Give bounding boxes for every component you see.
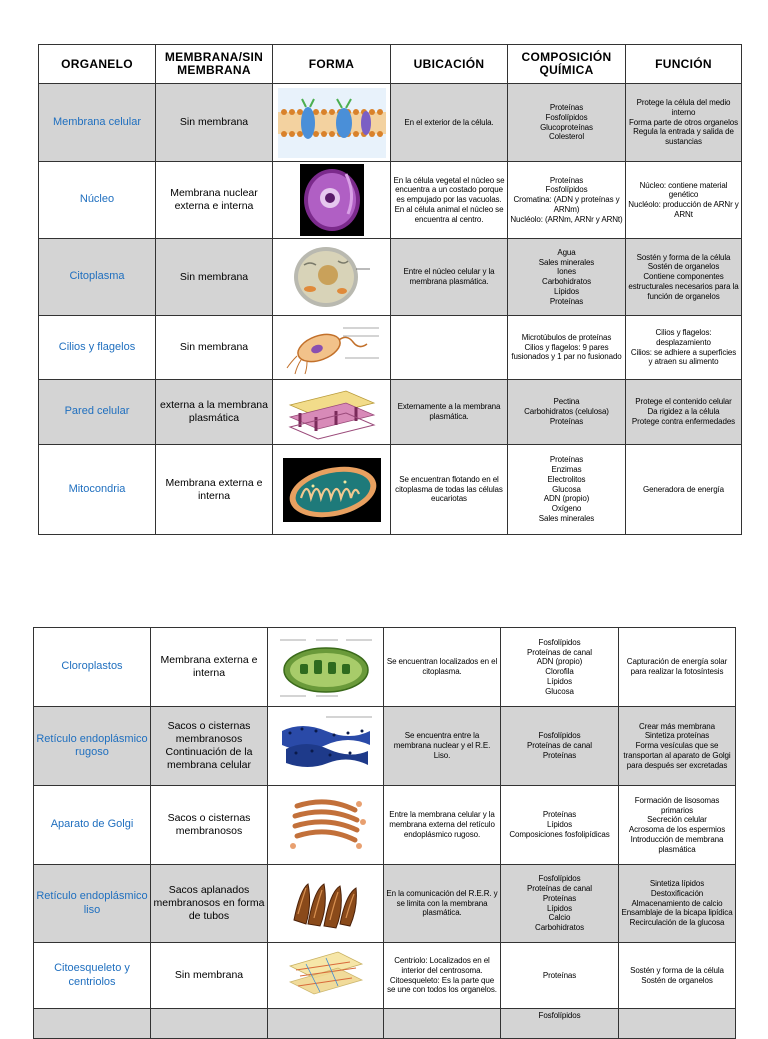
organelle-name: Cilios y flagelos: [39, 316, 156, 380]
organelle-image: [268, 786, 384, 865]
membrane-type: Sin membrana: [156, 316, 273, 380]
composition-text: Pectina Carbohidratos (celulosa) Proteínas: [508, 380, 626, 445]
organelle-table-1: [38, 44, 742, 535]
membrane-type: Membrana externa e interna: [151, 628, 268, 707]
organelle-table-2: [33, 627, 736, 1039]
table-row: [39, 162, 742, 239]
organelle-name: Retículo endoplásmico liso: [34, 865, 151, 943]
header-organelo: ORGANELO: [39, 45, 156, 84]
organelle-name: Cloroplastos: [34, 628, 151, 707]
composition-text: Proteínas Enzimas Electrolitos Glucosa ADN (propio) Oxígeno Sales minerales: [508, 445, 626, 535]
mitochondria-diagram-icon: [283, 458, 381, 522]
header-funcion: FUNCIÓN: [626, 45, 742, 84]
function-text: Crear más membrana Sintetiza proteínas Forma vesículas que se transportan al aparato de Golgi para después ser excretadas: [619, 707, 736, 786]
composition-text: Proteínas Fosfolípidos Glucoproteínas Colesterol: [508, 84, 626, 162]
table-row: [39, 316, 742, 380]
table-row: [34, 628, 736, 707]
organelle-image: [268, 628, 384, 707]
function-text: Sintetiza lípidos Destoxificación Almacenamiento de calcio Ensamblaje de la bicapa lipídica Recirculación de la glucosa: [619, 865, 736, 943]
composition-text: Proteínas: [501, 943, 619, 1009]
membrane-type: Membrana externa e interna: [156, 445, 273, 535]
membrane-type: Sacos aplanados membranosos en forma de tubos: [151, 865, 268, 943]
composition-text: Fosfolípidos Proteínas de canal Proteínas Lípidos Calcio Carbohidratos: [501, 865, 619, 943]
organelle-image: [273, 380, 391, 445]
location-text: En la célula vegetal el núcleo se encuentra a un costado porque es empujado por las vacuolas. En al célula animal el núcleo se encuentra al centro.: [391, 162, 508, 239]
membrane-type: Sacos o cisternas membranosos: [151, 786, 268, 865]
membrane-type: Sin membrana: [151, 943, 268, 1009]
table-row: [39, 239, 742, 316]
organelle-name: Núcleo: [39, 162, 156, 239]
organelle-image: [268, 865, 384, 943]
header-ubicacion: UBICACIÓN: [391, 45, 508, 84]
location-text: En el exterior de la célula.: [391, 84, 508, 162]
organelle-name: Retículo endoplásmico rugoso: [34, 707, 151, 786]
organelle-name: Citoplasma: [39, 239, 156, 316]
location-text: Entre la membrana celular y la membrana externa del retículo endoplásmico rugoso.: [384, 786, 501, 865]
location-text: Entre el núcleo celular y la membrana plasmática.: [391, 239, 508, 316]
composition-text: Fosfolípidos Proteínas de canal Proteínas: [501, 707, 619, 786]
composition-text: Microtúbulos de proteínas Cilios y flagelos: 9 pares fusionados y 1 par no fusionado: [508, 316, 626, 380]
header-composicion: COMPOSICIÓN QUÍMICA: [508, 45, 626, 84]
function-text: Cilios y flagelos: desplazamiento Cilios: se adhiere a superficies y atraen su alimento: [626, 316, 742, 380]
function-text: Núcleo: contiene material genético Nucléolo: producción de ARNr y ARNt: [626, 162, 742, 239]
organelle-name: Membrana celular: [39, 84, 156, 162]
location-text: Se encuentran flotando en el citoplasma de todas las células eucariotas: [391, 445, 508, 535]
cytoskeleton-diagram-icon: [286, 946, 366, 1006]
location-text: Externamente a la membrana plasmática.: [391, 380, 508, 445]
table-row: [34, 943, 736, 1009]
composition-text: Agua Sales minerales Iones Carbohidratos Lípidos Proteínas: [508, 239, 626, 316]
smooth-er-diagram-icon: [288, 870, 364, 938]
cilia-flagella-diagram-icon: [283, 318, 381, 378]
organelle-image: [273, 445, 391, 535]
header-membrana: MEMBRANA/SIN MEMBRANA: [156, 45, 273, 84]
organelle-image: [268, 707, 384, 786]
composition-text: Proteínas Fosfolípidos Cromatina: (ADN y proteínas y ARNm) Nucléolo: (ARNm, ARNr y ARNt): [508, 162, 626, 239]
function-text: Formación de lisosomas primarios Secreción celular Acrosoma de los espermios Introducción de membrana plasmática: [619, 786, 736, 865]
function-text: Capturación de energía solar para realizar la fotosíntesis: [619, 628, 736, 707]
rough-er-diagram-icon: [276, 713, 376, 779]
cytoplasm-diagram-icon: [290, 241, 374, 313]
location-text: Se encuentra entre la membrana nuclear y el R.E. Liso.: [384, 707, 501, 786]
organelle-name: Pared celular: [39, 380, 156, 445]
table-row: [39, 445, 742, 535]
location-text: [391, 316, 508, 380]
composition-text: Proteínas Lípidos Composiciones fosfolipídicas: [501, 786, 619, 865]
organelle-image: [273, 162, 391, 239]
golgi-diagram-icon: [283, 792, 369, 858]
organelle-name: Citoesqueleto y centriolos: [34, 943, 151, 1009]
nucleus-diagram-icon: [300, 164, 364, 236]
function-text: Protege el contenido celular Da rigidez a la célula Protege contra enfermedades: [626, 380, 742, 445]
function-text: Sostén y forma de la célula Sostén de organelos Contiene componentes estructurales necesarios para la función de organelos: [626, 239, 742, 316]
organelle-image: [273, 84, 391, 162]
location-text: En la comunicación del R.E.R. y se limita con la membrana plasmática.: [384, 865, 501, 943]
organelle-image: [273, 316, 391, 380]
composition-text: Fosfolípidos Proteínas de canal ADN (propio) Clorofila Lípidos Glucosa: [501, 628, 619, 707]
table-row: [34, 707, 736, 786]
function-text: Sostén y forma de la célula Sostén de organelos: [619, 943, 736, 1009]
header-row: [39, 45, 742, 84]
organelle-image: [268, 943, 384, 1009]
membrane-type: Sacos o cisternas membranosos Continuación de la membrana celular: [151, 707, 268, 786]
function-text: Protege la célula del medio interno Forma parte de otros organelos Regula la entrada y salida de sustancias: [626, 84, 742, 162]
location-text: Centriolo: Localizados en el interior del centrosoma. Citoesqueleto: Es la parte que se une con todos los organelos.: [384, 943, 501, 1009]
membrane-type: Sin membrana: [156, 239, 273, 316]
composition-text: Fosfolípidos: [501, 1009, 619, 1039]
table-row: [34, 786, 736, 865]
table-row: [39, 84, 742, 162]
chloroplast-diagram-icon: [276, 634, 376, 700]
organelle-name: Aparato de Golgi: [34, 786, 151, 865]
cell-wall-diagram-icon: [286, 383, 378, 441]
membrane-type: externa a la membrana plasmática: [156, 380, 273, 445]
organelle-image: [273, 239, 391, 316]
membrane-type: Sin membrana: [156, 84, 273, 162]
membrane-type: Membrana nuclear externa e interna: [156, 162, 273, 239]
cell-membrane-diagram-icon: [278, 88, 386, 158]
header-forma: FORMA: [273, 45, 391, 84]
organelle-name: Mitocondria: [39, 445, 156, 535]
function-text: Generadora de energía: [626, 445, 742, 535]
table-row: [34, 865, 736, 943]
table-row: [39, 380, 742, 445]
location-text: Se encuentran localizados en el citoplasma.: [384, 628, 501, 707]
